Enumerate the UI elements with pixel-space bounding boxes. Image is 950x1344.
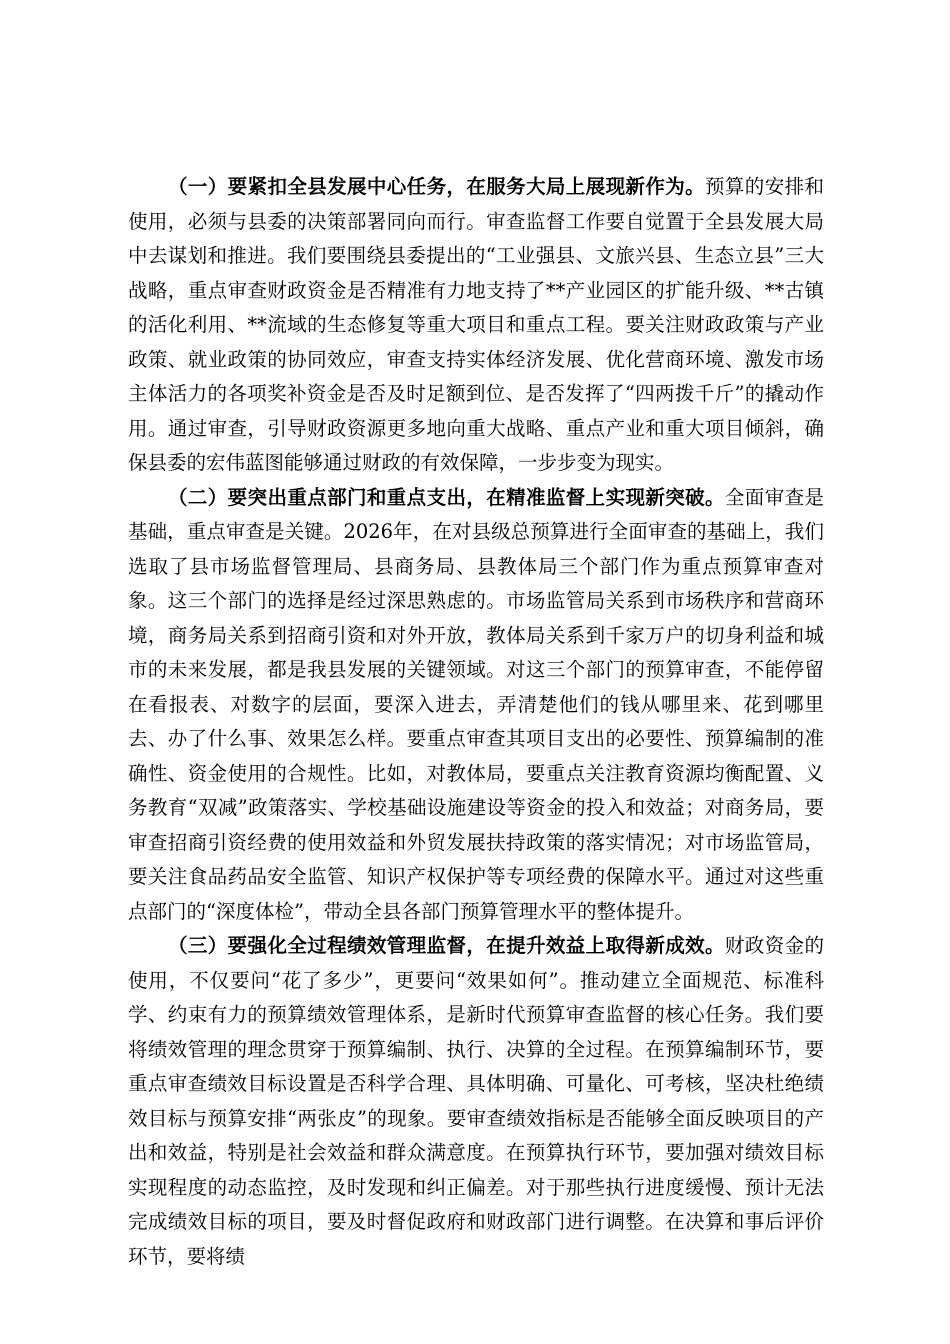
paragraph-3: [128, 929, 824, 1274]
paragraph-2-text: 全面审查是基础，重点审查是关键。2026年，在对县级总预算进行全面审查的基础上，我们选取了县市场监督管理局、县商务局、县教体局三个部门作为重点预算审查对象。这三个部门的选择是经过深思熟虑的。市场监管局关系到市场秩序和营商环境，商务局关系到招商引资和对外开放，教体局关系到千家万户的切身利益和城市的未来发展，都是我县发展的关键领域。对这三个部门的预算审查，不能停留在看报表、对数字的层面，要深入进去，弄清楚他们的钱从哪里来、花到哪里去、办了什么事、效果怎么样。要重点审查其项目支出的必要性、预算编制的准确性、资金使用的合规性。比如，对教体局，要重点关注教育资源均衡配置、义务教育“双减”政策落实、学校基础设施建设等资金的投入和效益；对商务局，要审查招商引资经费的使用效益和外贸发展扶持政策的落实情况；对市场监管局，要关注食品药品安全监管、知识产权保护等专项经费的保障水平。通过对这些重点部门的“深度体检”，带动全县各部门预算管理水平的整体提升。: [128, 485, 824, 923]
document-body: [128, 170, 824, 1274]
paragraph-2-heading: （二）要突出重点部门和重点支出，在精准监督上实现新突破。: [168, 485, 725, 509]
paragraph-1-text: 预算的安排和使用，必须与县委的决策部署同向而行。审查监督工作要自觉置于全县发展大局中去谋划和推进。我们要围绕县委提出的“工业强县、文旅兴县、生态立县”三大战略，重点审查财政资金是否精准有力地支持了**产业园区的扩能升级、**古镇的活化利用、**流域的生态修复等重大项目和重点工程。要关注财政政策与产业政策、就业政策的协同效应，审查支持实体经济发展、优化营商环境、激发市场主体活力的各项奖补资金是否及时足额到位、是否发挥了“四两拨千斤”的撬动作用。通过审查，引导财政资源更多地向重大战略、重点产业和重大项目倾斜，确保县委的宏伟蓝图能够通过财政的有效保障，一步步变为现实。: [128, 175, 824, 474]
paragraph-1-heading: （一）要紧扣全县发展中心任务，在服务大局上展现新作为。: [168, 175, 706, 198]
paragraph-1: [128, 170, 824, 481]
paragraph-2: [128, 481, 824, 930]
paragraph-3-heading: （三）要强化全过程绩效管理监督，在提升效益上取得新成效。: [168, 934, 725, 957]
paragraph-3-text: 财政资金的使用，不仅要问“花了多少”，更要问“效果如何”。推动建立全面规范、标准科学、约束有力的预算绩效管理体系，是新时代预算审查监督的核心任务。我们要将绩效管理的理念贯穿于预算编制、执行、决算的全过程。在预算编制环节，要重点审查绩效目标设置是否科学合理、具体明确、可量化、可考核，坚决杜绝绩效目标与预算安排“两张皮”的现象。要审查绩效指标是否能够全面反映项目的产出和效益，特别是社会效益和群众满意度。在预算执行环节，要加强对绩效目标实现程度的动态监控，及时发现和纠正偏差。对于那些执行进度缓慢、预计无法完成绩效目标的项目，要及时督促政府和财政部门进行调整。在决算和事后评价环节，要将绩: [128, 934, 824, 1268]
